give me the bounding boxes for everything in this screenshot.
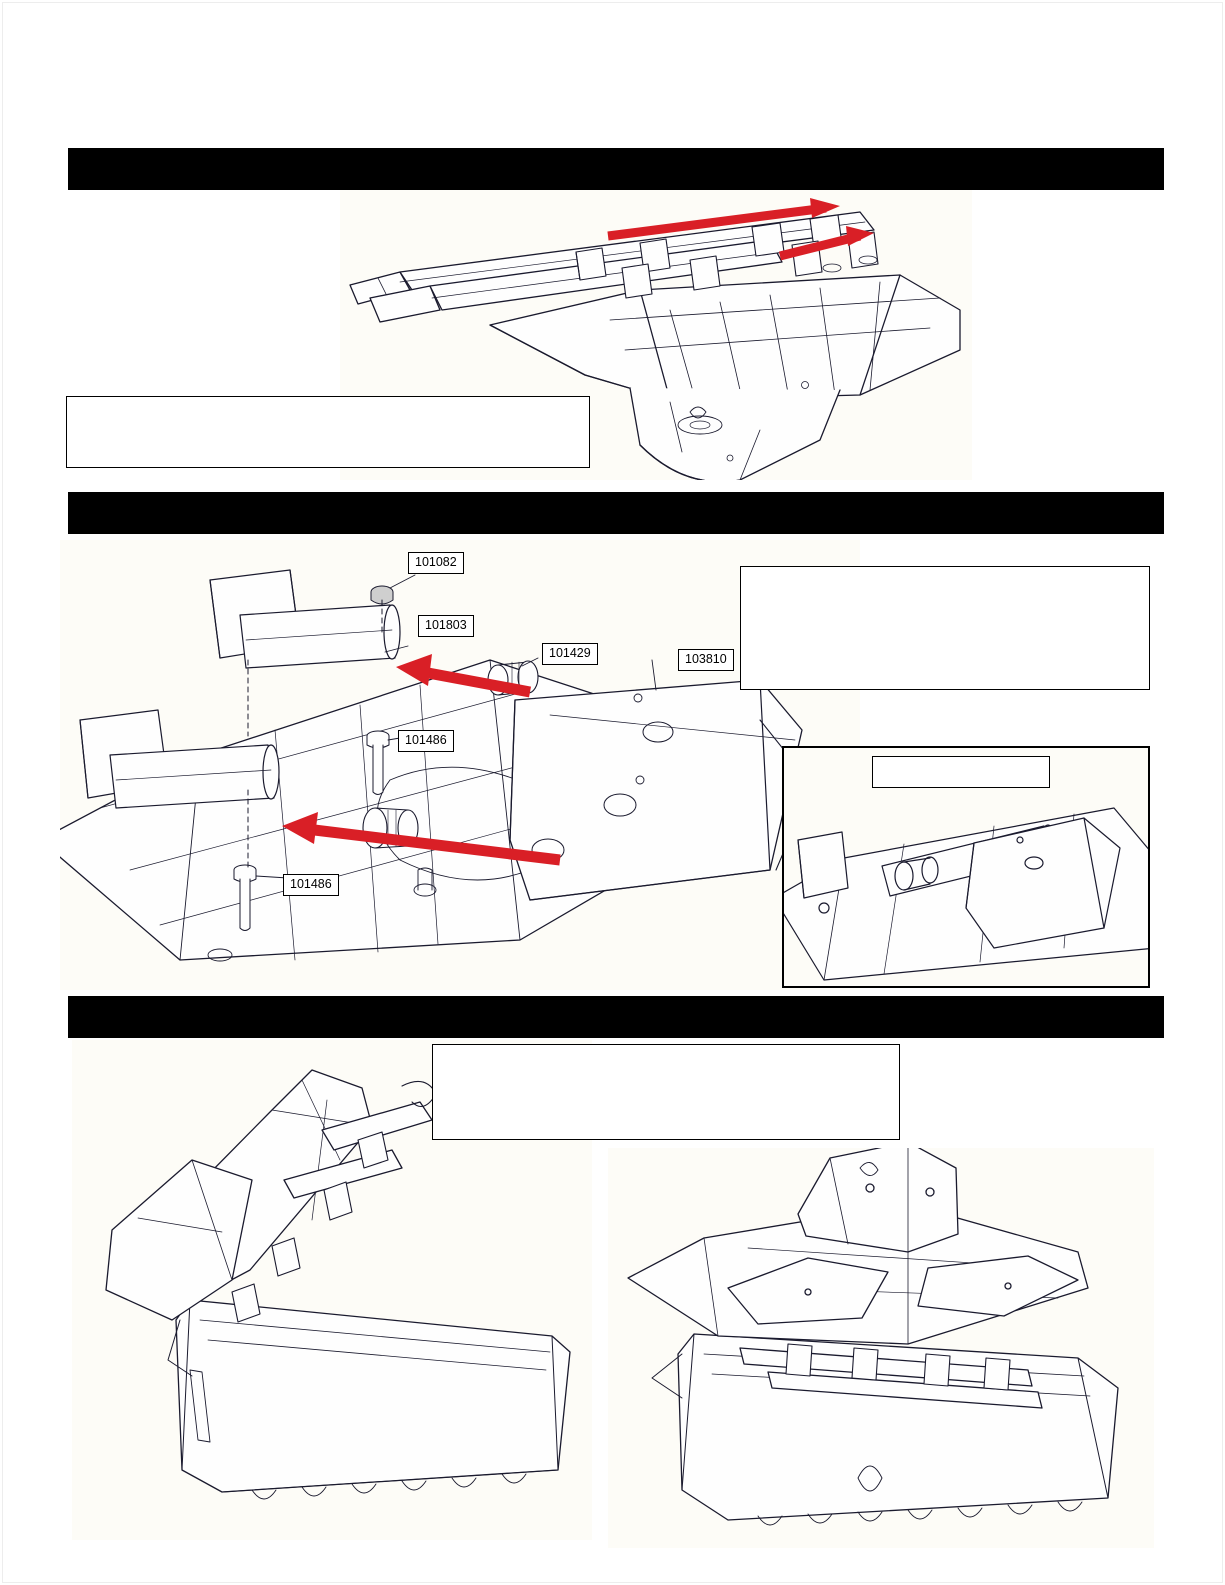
section-1-band: [68, 148, 1164, 190]
tag-101803: 101803: [418, 615, 474, 637]
tag-101429: 101429: [542, 643, 598, 665]
tag-101486-lower: 101486: [283, 874, 339, 896]
section-1-note: [66, 396, 590, 468]
section-3-illustration-right: [608, 1148, 1154, 1548]
section-2-inset-note: [872, 756, 1050, 788]
section-3-band: [68, 996, 1164, 1038]
tag-101082: 101082: [408, 552, 464, 574]
section-3-note: [432, 1044, 900, 1140]
section-2-band: [68, 492, 1164, 534]
tag-101486-upper: 101486: [398, 730, 454, 752]
section-2-note: [740, 566, 1150, 690]
tag-103810: 103810: [678, 649, 734, 671]
